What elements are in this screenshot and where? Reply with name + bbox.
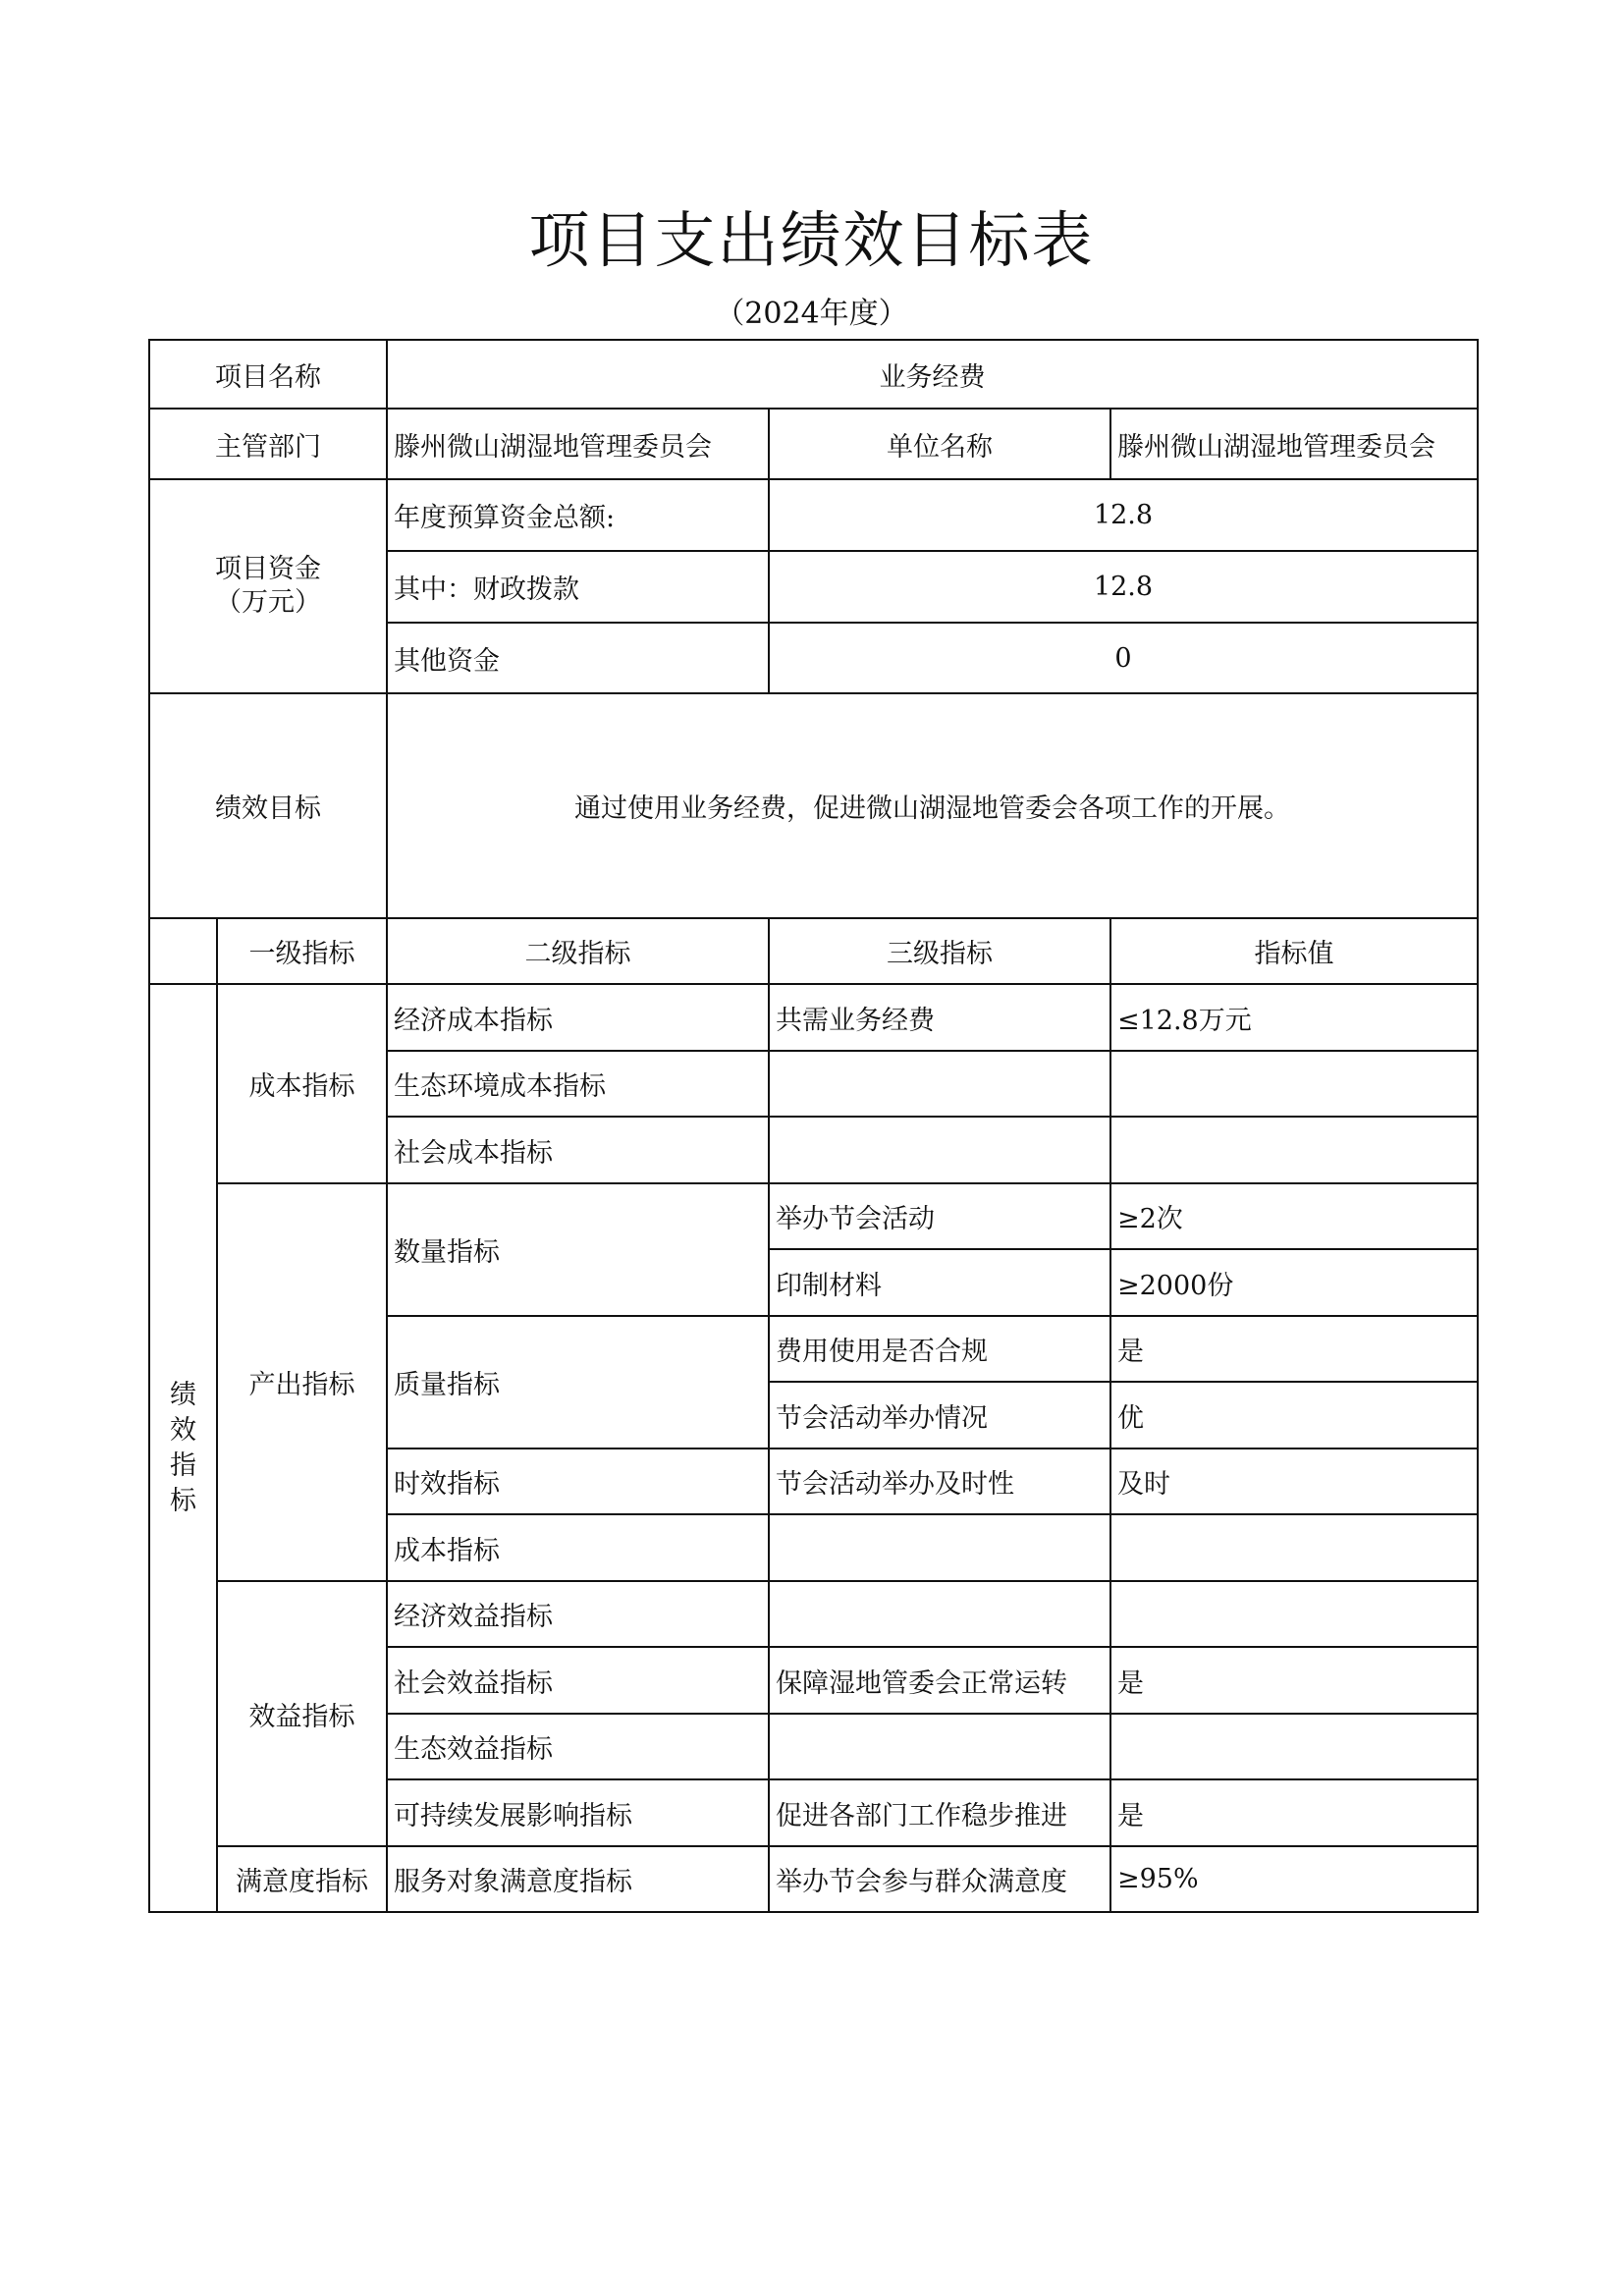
indicator-side-label (149, 984, 217, 1912)
value-cell: ≥95% (1110, 1846, 1478, 1912)
department-row (149, 409, 1478, 479)
level2-cell: 服务对象满意度指标 (387, 1846, 769, 1912)
level3-cell: 印制材料 (769, 1249, 1110, 1316)
header-level3: 三级指标 (769, 918, 1110, 984)
value-cell (1110, 1051, 1478, 1117)
level3-cell (769, 1714, 1110, 1779)
unit-value: 滕州微山湖湿地管理委员会 (1110, 409, 1478, 479)
dept-label: 主管部门 (149, 409, 387, 479)
header-level2: 二级指标 (387, 918, 769, 984)
level3-cell: 促进各部门工作稳步推进 (769, 1779, 1110, 1846)
value-cell: ≥2次 (1110, 1183, 1478, 1249)
performance-table (148, 339, 1479, 1913)
level2-cell: 社会效益指标 (387, 1647, 769, 1714)
level2-cell: 生态效益指标 (387, 1714, 769, 1779)
level3-cell (769, 1581, 1110, 1647)
side-char: 绩 (170, 1379, 196, 1410)
funds-label-line1: 项目资金 (215, 554, 321, 584)
project-name-row (149, 340, 1478, 409)
other-funds-label: 其他资金 (387, 623, 769, 693)
goal-value: 通过使用业务经费，促进微山湖湿地管委会各项工作的开展。 (387, 693, 1478, 918)
level3-cell (769, 1051, 1110, 1117)
side-char: 指 (170, 1449, 196, 1481)
level3-cell: 节会活动举办及时性 (769, 1449, 1110, 1514)
value-cell: 优 (1110, 1382, 1478, 1449)
value-cell: 及时 (1110, 1449, 1478, 1514)
level2-cell: 社会成本指标 (387, 1117, 769, 1183)
funds-label (149, 479, 387, 693)
project-name-value: 业务经费 (387, 340, 1478, 409)
level3-cell: 共需业务经费 (769, 984, 1110, 1051)
page-title: 项目支出绩效目标表 (528, 204, 1095, 276)
level3-cell (769, 1514, 1110, 1581)
value-cell (1110, 1581, 1478, 1647)
value-cell: ≥2000份 (1110, 1249, 1478, 1316)
value-cell: 是 (1110, 1779, 1478, 1846)
level3-cell: 节会活动举办情况 (769, 1382, 1110, 1449)
level2-cell: 可持续发展影响指标 (387, 1779, 769, 1846)
performance-goal-row (149, 693, 1478, 918)
level3-cell: 费用使用是否合规 (769, 1316, 1110, 1382)
level3-cell (769, 1117, 1110, 1183)
other-funds-value: 0 (769, 623, 1478, 693)
table-row (149, 1183, 1478, 1249)
total-funds-value: 12.8 (769, 479, 1478, 551)
header-value: 指标值 (1110, 918, 1478, 984)
page-subtitle: （2024年度） (715, 297, 908, 331)
header-blank-cell (149, 918, 217, 984)
benefit-group-label: 效益指标 (217, 1581, 387, 1846)
level2-cell: 经济效益指标 (387, 1581, 769, 1647)
side-char: 标 (170, 1485, 196, 1516)
satisfaction-group-label: 满意度指标 (217, 1846, 387, 1912)
goal-label: 绩效目标 (149, 693, 387, 918)
table-row (149, 984, 1478, 1051)
dept-value: 滕州微山湖湿地管理委员会 (387, 409, 769, 479)
level2-cell: 数量指标 (387, 1183, 769, 1316)
header-level1: 一级指标 (217, 918, 387, 984)
table-row (149, 1581, 1478, 1647)
level3-cell: 保障湿地管委会正常运转 (769, 1647, 1110, 1714)
value-cell (1110, 1514, 1478, 1581)
level2-cell: 经济成本指标 (387, 984, 769, 1051)
value-cell (1110, 1117, 1478, 1183)
unit-label: 单位名称 (769, 409, 1110, 479)
value-cell: 是 (1110, 1316, 1478, 1382)
cost-group-label: 成本指标 (217, 984, 387, 1183)
total-funds-label: 年度预算资金总额: (387, 479, 769, 551)
level3-cell: 举办节会参与群众满意度 (769, 1846, 1110, 1912)
fiscal-funds-value: 12.8 (769, 551, 1478, 623)
fiscal-funds-label: 其中：财政拨款 (387, 551, 769, 623)
side-char: 效 (170, 1414, 196, 1446)
level2-cell: 质量指标 (387, 1316, 769, 1449)
funds-label-line2: （万元） (215, 587, 321, 618)
table-row (149, 1846, 1478, 1912)
level2-cell: 成本指标 (387, 1514, 769, 1581)
indicator-header-row (149, 918, 1478, 984)
level3-cell: 举办节会活动 (769, 1183, 1110, 1249)
level2-cell: 时效指标 (387, 1449, 769, 1514)
level2-cell: 生态环境成本指标 (387, 1051, 769, 1117)
funds-total-row (149, 479, 1478, 551)
value-cell: ≤12.8万元 (1110, 984, 1478, 1051)
value-cell: 是 (1110, 1647, 1478, 1714)
value-cell (1110, 1714, 1478, 1779)
project-name-label: 项目名称 (149, 340, 387, 409)
output-group-label: 产出指标 (217, 1183, 387, 1581)
